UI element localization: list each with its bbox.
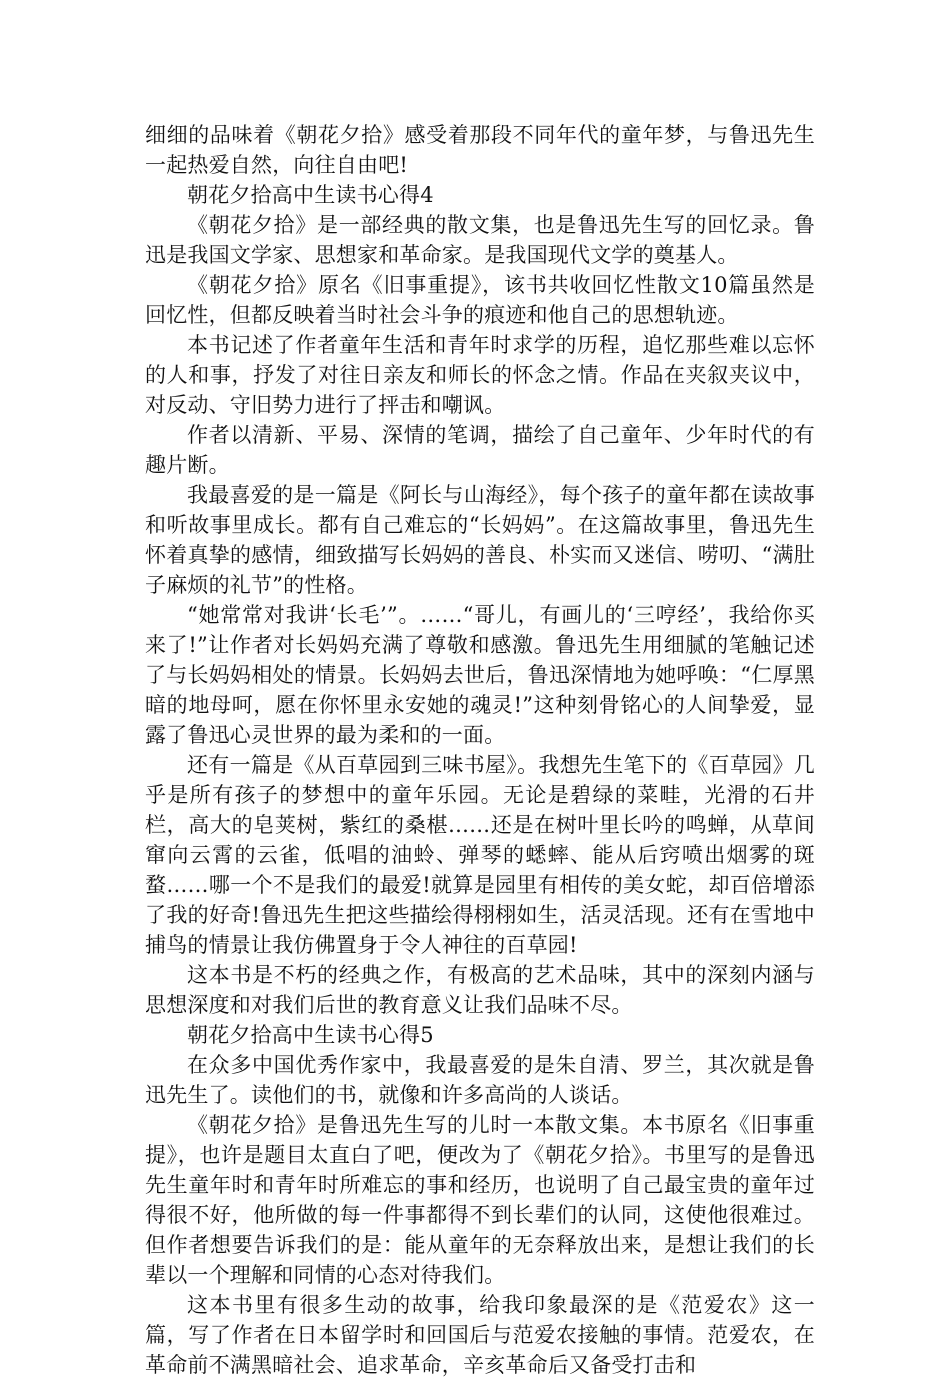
section-heading-5: 朝花夕拾高中生读书心得5 — [187, 1023, 434, 1047]
document-page — [145, 120, 815, 1380]
paragraph: 在众多中国优秀作家中，我最喜爱的是朱自清、罗兰，其次就是鲁迅先生了。读他们的书，就像和许多高尚的人谈话。 — [145, 1053, 815, 1107]
paragraph: 《朝花夕拾》是鲁迅先生写的儿时一本散文集。本书原名《旧事重提》，也许是题目太直白了吧，便改为了《朝花夕拾》。书里写的是鲁迅先生童年时和青年时所难忘的事和经历，也说明了自己最宝贵的童年过得很不好，他所做的每一件事都得不到长辈们的认同，这使他很难过。但作者想要告诉我们的是：能从童年的无奈释放出来，是想让我们的长辈以一个理解和同情的心态对待我们。 — [145, 1113, 815, 1287]
paragraph: 这本书里有很多生动的故事，给我印象最深的是《范爱农》这一篇，写了作者在日本留学时和回国后与范爱农接触的事情。范爱农，在革命前不满黑暗社会、追求革命，辛亥革命后又备受打击和 — [145, 1293, 815, 1377]
paragraph: 还有一篇是《从百草园到三味书屋》。我想先生笔下的《百草园》几乎是所有孩子的梦想中的童年乐园。无论是碧绿的菜畦，光滑的石井栏，高大的皂荚树，紫红的桑椹……还是在树叶里长吟的鸣蝉，从草间窜向云霄的云雀，低唱的油蛉、弹琴的蟋蟀、能从后窍喷出烟雾的斑蝥……哪一个不是我们的最爱!就算是园里有相传的美女蛇，却百倍增添了我的好奇!鲁迅先生把这些描绘得栩栩如生，活灵活现。还有在雪地中捕鸟的情景让我仿佛置身于令人神往的百草园! — [145, 753, 815, 957]
paragraph: 《朝花夕拾》是一部经典的散文集，也是鲁迅先生写的回忆录。鲁迅是我国文学家、思想家和革命家。是我国现代文学的奠基人。 — [145, 213, 815, 267]
paragraph: 作者以清新、平易、深情的笔调，描绘了自己童年、少年时代的有趣片断。 — [145, 423, 815, 477]
paragraph: 我最喜爱的是一篇是《阿长与山海经》，每个孩子的童年都在读故事和听故事里成长。都有自己难忘的“长妈妈”。在这篇故事里，鲁迅先生怀着真挚的感情，细致描写长妈妈的善良、朴实而又迷信、唠叨、“满肚子麻烦的礼节”的性格。 — [145, 483, 815, 597]
paragraph: 本书记述了作者童年生活和青年时求学的历程，追忆那些难以忘怀的人和事，抒发了对往日亲友和师长的怀念之情。作品在夹叙夹议中，对反动、守旧势力进行了抨击和嘲讽。 — [145, 333, 815, 417]
paragraph-continuation: 细细的品味着《朝花夕拾》感受着那段不同年代的童年梦，与鲁迅先生一起热爱自然，向往自由吧! — [145, 123, 815, 177]
paragraph: 《朝花夕拾》原名《旧事重提》，该书共收回忆性散文10篇虽然是回忆性，但都反映着当时社会斗争的痕迹和他自己的思想轨迹。 — [145, 273, 815, 327]
section-heading-4: 朝花夕拾高中生读书心得4 — [187, 183, 434, 207]
paragraph: 这本书是不朽的经典之作，有极高的艺术品味，其中的深刻内涵与思想深度和对我们后世的教育意义让我们品味不尽。 — [145, 963, 815, 1017]
paragraph: “她常常对我讲‘长毛’”。……“哥儿，有画儿的‘三哼经’，我给你买来了!”让作者对长妈妈充满了尊敬和感激。鲁迅先生用细腻的笔触记述了与长妈妈相处的情景。长妈妈去世后，鲁迅深情地为她呼唤：“仁厚黑暗的地母呵，愿在你怀里永安她的魂灵!”这种刻骨铭心的人间挚爱，显露了鲁迅心灵世界的最为柔和的一面。 — [145, 603, 815, 747]
